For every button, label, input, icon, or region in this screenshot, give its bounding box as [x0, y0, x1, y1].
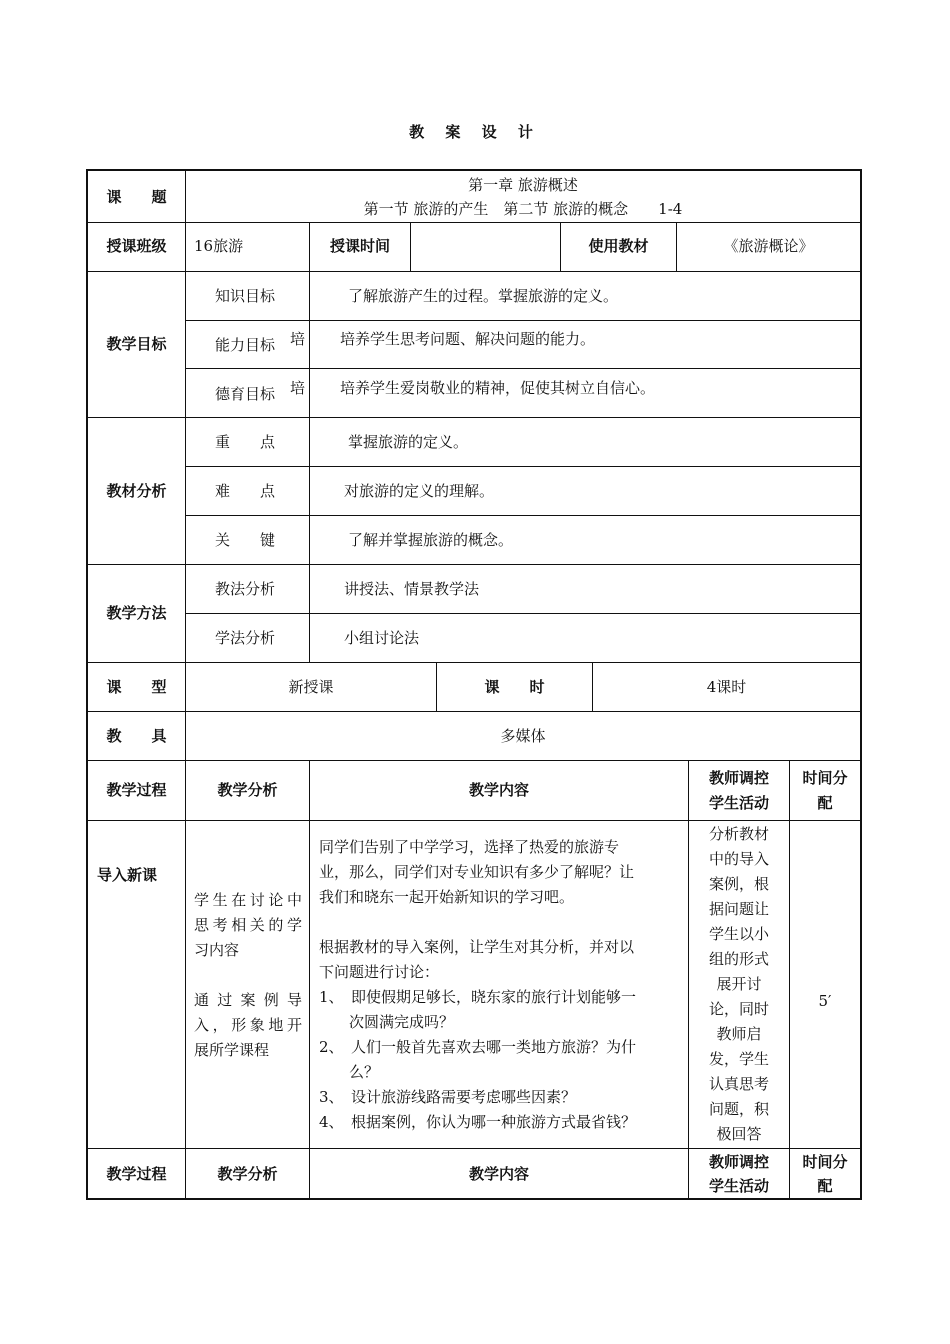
row-divider	[88, 271, 860, 272]
lesson-type-label: 课 型	[106, 678, 167, 696]
column-divider	[410, 222, 411, 271]
analysis-text: 了解并掌握旅游的概念。	[348, 531, 514, 549]
method-name: 学法分析	[215, 629, 276, 647]
content-line: 根据教材的导入案例，让学生对其分析，并对以	[319, 938, 635, 956]
objective-name: 能力目标	[215, 336, 276, 354]
time-header: 配	[817, 1177, 833, 1195]
row-divider	[185, 368, 860, 369]
activity-line: 教师启	[716, 1025, 762, 1043]
activity-header: 教师调控	[708, 1153, 769, 1171]
column-divider	[789, 760, 790, 1198]
tools-label: 教 具	[106, 727, 167, 745]
content-line: 1、 即使假期足够长，晓东家的旅行计划能够一	[319, 988, 637, 1006]
hours-value: 4课时	[706, 678, 747, 696]
activity-line: 问题，积	[708, 1100, 769, 1118]
row-divider	[88, 1148, 860, 1149]
analysis-line: 展所学课程	[194, 1041, 270, 1059]
analysis-header: 教学分析	[217, 1165, 278, 1183]
activity-line: 展开讨	[716, 975, 762, 993]
topic-label: 课 题	[106, 188, 167, 206]
hours-label: 课 时	[484, 678, 545, 696]
row-divider	[88, 662, 860, 663]
activity-line: 极回答	[716, 1125, 762, 1143]
analysis-name: 关 键	[215, 531, 276, 549]
lesson-type-value: 新授课	[288, 678, 334, 696]
content-line: 我们和晓东一起开始新知识的学习吧。	[319, 888, 575, 906]
analysis-line: 学生在讨论中	[194, 891, 302, 909]
activity-line: 论，同时	[708, 1000, 769, 1018]
column-divider	[309, 760, 310, 1198]
method-text: 讲授法、情景教学法	[344, 580, 480, 598]
intro-time: 5′	[818, 992, 832, 1010]
activity-line: 发，学生	[708, 1050, 769, 1068]
document-title: 教 案 设 计	[409, 123, 541, 141]
content-line: 次圆满完成吗？	[319, 1013, 455, 1031]
content-line: 2、 人们一般首先喜欢去哪一类地方旅游？为什	[319, 1038, 637, 1056]
row-divider	[88, 417, 860, 418]
time-header: 时间分	[802, 769, 848, 787]
content-line: 么？	[319, 1063, 380, 1081]
analysis-header: 教学分析	[217, 781, 278, 799]
activity-line: 认真思考	[708, 1075, 769, 1093]
class-value: 16旅游	[194, 237, 244, 255]
activity-line: 组的形式	[708, 950, 769, 968]
analysis-name: 难 点	[215, 482, 276, 500]
intro-stage: 导入新课	[97, 866, 158, 884]
row-divider	[88, 820, 860, 821]
activity-header: 学生活动	[708, 1177, 769, 1195]
tools-value: 多媒体	[500, 727, 546, 745]
content-line: 业，那么，同学们对专业知识有多少了解呢？让	[319, 863, 635, 881]
row-divider	[88, 222, 860, 223]
methods-label: 教学方法	[106, 604, 167, 622]
content-line: 4、 根据案例，你认为哪一种旅游方式最省钱？	[319, 1113, 637, 1131]
textbook-label: 使用教材	[588, 237, 649, 255]
textbook-value: 《旅游概论》	[723, 237, 814, 255]
analysis-line: 入，形象地开	[194, 1016, 302, 1034]
row-divider	[185, 320, 860, 321]
objective-name: 德育目标	[215, 385, 276, 403]
analysis-text: 掌握旅游的定义。	[348, 433, 469, 451]
analysis-text: 对旅游的定义的理解。	[344, 482, 495, 500]
class-label: 授课班级	[106, 237, 167, 255]
objective-text: 了解旅游产生的过程。掌握旅游的定义。	[348, 287, 619, 305]
content-header: 教学内容	[468, 781, 529, 799]
time-header: 配	[817, 794, 833, 812]
row-divider	[185, 466, 860, 467]
row-divider	[88, 760, 860, 761]
section-title: 第一节 旅游的产生 第二节 旅游的概念 1-4	[363, 200, 683, 218]
analysis-name: 重 点	[215, 433, 276, 451]
analysis-label: 教材分析	[106, 482, 167, 500]
row-divider	[185, 515, 860, 516]
content-line: 同学们告别了中学学习，选择了热爱的旅游专	[319, 838, 620, 856]
content-header: 教学内容	[468, 1165, 529, 1183]
content-line: 下问题进行讨论：	[319, 963, 440, 981]
time-label: 授课时间	[329, 237, 390, 255]
activity-line: 案例，根	[708, 875, 769, 893]
time-header: 时间分	[802, 1153, 848, 1171]
activity-header: 教师调控	[708, 769, 769, 787]
analysis-line: 思考相关的学	[194, 916, 302, 934]
row-divider	[88, 564, 860, 565]
column-divider	[309, 271, 310, 662]
process-header: 教学过程	[106, 781, 167, 799]
activity-line: 分析教材	[708, 825, 769, 843]
activity-line: 学生以小	[708, 925, 769, 943]
lesson-plan-table	[86, 169, 862, 1200]
objective-text: 培养学生爱岗敬业的精神，促使其树立自信心。	[340, 379, 656, 397]
row-divider	[185, 613, 860, 614]
content-line: 3、 设计旅游线路需要考虑哪些因素？	[319, 1088, 577, 1106]
objectives-label: 教学目标	[106, 335, 167, 353]
row-divider	[88, 711, 860, 712]
process-header: 教学过程	[106, 1165, 167, 1183]
objective-text: 培养学生思考问题、解决问题的能力。	[340, 330, 596, 348]
chapter-title: 第一章 旅游概述	[468, 176, 578, 194]
objective-marker: 培	[290, 330, 306, 348]
activity-header: 学生活动	[708, 794, 769, 812]
objective-marker: 培	[290, 379, 306, 397]
analysis-line: 通过案例导	[194, 991, 302, 1009]
analysis-line: 习内容	[194, 941, 240, 959]
method-text: 小组讨论法	[344, 629, 420, 647]
activity-line: 中的导入	[708, 850, 769, 868]
activity-line: 据问题让	[708, 900, 769, 918]
objective-name: 知识目标	[215, 287, 276, 305]
method-name: 教法分析	[215, 580, 276, 598]
